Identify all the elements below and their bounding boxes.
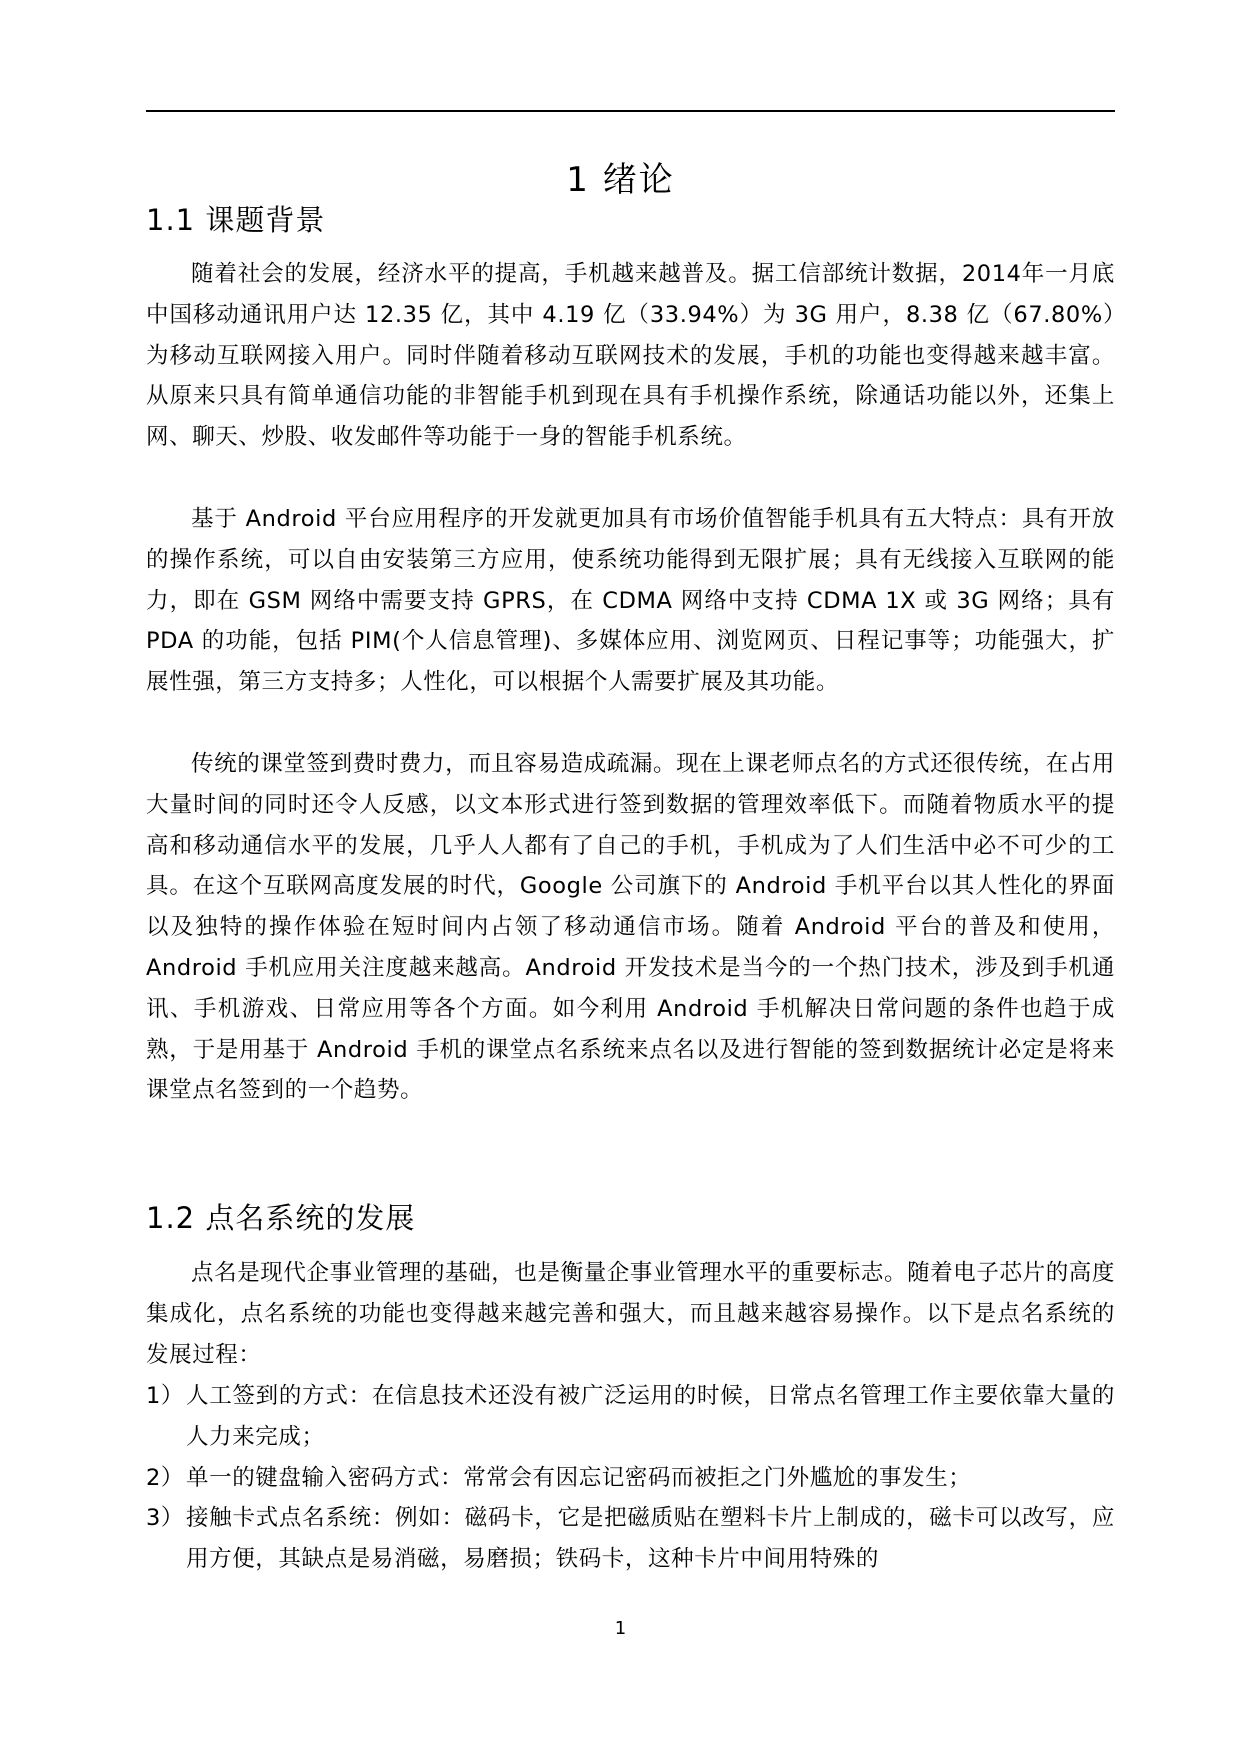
section-title-1-1: 1.1 课题背景 bbox=[146, 203, 326, 237]
list-item-number: 2） bbox=[146, 1464, 185, 1491]
header-rule bbox=[146, 110, 1115, 112]
paragraph: 随着社会的发展，经济水平的提高，手机越来越普及。据工信部统计数据，2014年一月底中国移动通讯用户达 12.35 亿，其中 4.19 亿（33.94%）为 3G 用户，8.38 亿（67.80%）为移动互联网接入用户。同时伴随着移动互联网技术的发展，手机的功能也变得越来越丰富。从原来只具有简单通信功能的非智能手机到现在具有手机操作系统，除通话功能以外，还集上网、聊天、炒股、收发邮件等功能于一身的智能手机系统。 bbox=[146, 261, 1115, 451]
paragraph: 传统的课堂签到费时费力，而且容易造成疏漏。现在上课老师点名的方式还很传统，在占用大量时间的同时还令人反感，以文本形式进行签到数据的管理效率低下。而随着物质水平的提高和移动通信水平的发展，几乎人人都有了自己的手机，手机成为了人们生活中必不可少的工具。在这个互联网高度发展的时代，Google 公司旗下的 Android 手机平台以其人性化的界面以及独特的操作体验在短时间内占领了移动通信市场。随着 Android 平台的普及和使用，Android 手机应用关注度越来越高。Android 开发技术是当今的一个热门技术，涉及到手机通讯、手机游戏、日常应用等各个方面。如今利用 Android 手机解决日常问题的条件也趋于成熟，于是用基于 Android 手机的课堂点名系统来点名以及进行智能的签到数据统计必定是将来课堂点名签到的一个趋势。 bbox=[146, 751, 1116, 1104]
list-item-text: 接触卡式点名系统：例如：磁码卡，它是把磁质贴在塑料卡片上制成的，磁卡可以改写，应用方便，其缺点是易消磁，易磨损；铁码卡，这种卡片中间用特殊的 bbox=[186, 1505, 1115, 1573]
paragraph: 基于 Android 平台应用程序的开发就更加具有市场价值智能手机具有五大特点：具有开放的操作系统，可以自由安装第三方应用，使系统功能得到无限扩展；具有无线接入互联网的能力，即在 GSM 网络中需要支持 GPRS，在 CDMA 网络中支持 CDMA 1X 或 3G 网络；具有 PDA 的功能，包括 PIM(个人信息管理)、多媒体应用、浏览网页、日程记事等；功能强大，扩展性强，第三方支持多；人性化，可以根据个人需要扩展及其功能。 bbox=[146, 506, 1115, 696]
list-item-number: 3） bbox=[146, 1505, 185, 1532]
development-list bbox=[146, 1376, 1115, 1580]
list-item-text: 人工签到的方式：在信息技术还没有被广泛运用的时候，日常点名管理工作主要依靠大量的人力来完成； bbox=[186, 1383, 1115, 1450]
list-item bbox=[146, 1376, 1115, 1458]
list-item bbox=[146, 1498, 1115, 1580]
page-number: 1 bbox=[614, 1618, 627, 1639]
section-title-1-2: 1.2 点名系统的发展 bbox=[146, 1201, 416, 1235]
list-item-text: 单一的键盘输入密码方式：常常会有因忘记密码而被拒之门外尴尬的事发生； bbox=[186, 1464, 972, 1491]
list-item-number: 1） bbox=[146, 1383, 185, 1409]
list-item bbox=[146, 1458, 1115, 1499]
chapter-title: 1 绪论 bbox=[566, 160, 675, 200]
paragraph: 点名是现代企事业管理的基础，也是衡量企事业管理水平的重要标志。随着电子芯片的高度集成化，点名系统的功能也变得越来越完善和强大，而且越来越容易操作。以下是点名系统的发展过程： bbox=[146, 1260, 1116, 1368]
